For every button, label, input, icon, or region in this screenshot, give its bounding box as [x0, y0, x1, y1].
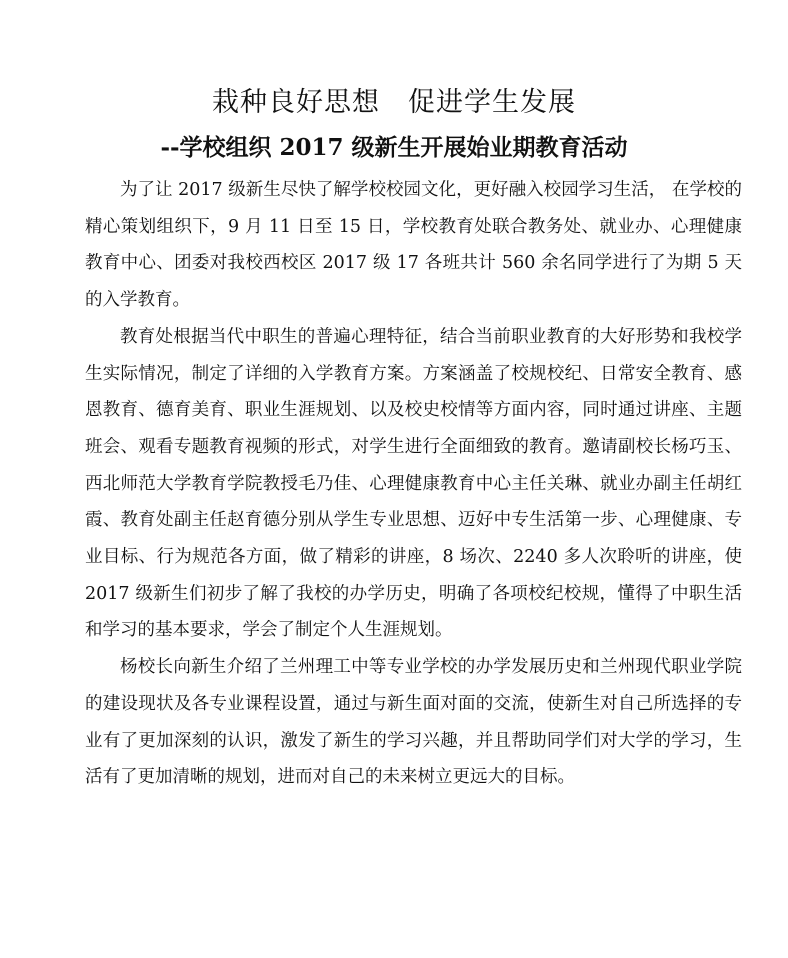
article-body	[85, 172, 742, 796]
article-subtitle: --学校组织 2017 级新生开展始业期教育活动	[160, 134, 628, 161]
paragraph-2: 教育处根据当代中职生的普遍心理特征，结合当前职业教育的大好形势和我校学生实际情况，制定了详细的入学教育方案。方案涵盖了校规校纪、日常安全教育、感恩教育、德育美育、职业生涯规划、以及校史校情等方面内容，同时通过讲座、主题班会、观看专题教育视频的形式，对学生进行全面细致的教育。邀请副校长杨巧玉、西北师范大学教育学院教授毛乃佳、心理健康教育中心主任关琳、就业办副主任胡红霞、教育处副主任赵育德分别从学生专业思想、迈好中专生活第一步、心理健康、专业目标、行为规范各方面，做了精彩的讲座，8 场次、2240 多人次聆听的讲座，使 2017 级新生们初步了解了我校的办学历史，明确了各项校纪校规，懂得了中职生活和学习的基本要求，学会了制定个人生涯规划。	[85, 326, 742, 641]
article-title: 栽种良好思想 促进学生发展	[212, 87, 576, 118]
paragraph-3: 杨校长向新生介绍了兰州理工中等专业学校的办学发展历史和兰州现代职业学院的建设现状及各专业课程设置，通过与新生面对面的交流，使新生对自己所选择的专业有了更加深刻的认识，激发了新生的学习兴趣，并且帮助同学们对大学的学习，生活有了更加清晰的规划，进而对自己的未来树立更远大的目标。	[85, 657, 742, 788]
paragraph-1: 为了让 2017 级新生尽快了解学校校园文化，更好融入校园学习生活， 在学校的精心策划组织下，9 月 11 日至 15 日，学校教育处联合教务处、就业办、心理健康教育中心、团委对我校西校区 2017 级 17 各班共计 560 余名同学进行了为期 5 天的入学教育。	[85, 180, 742, 311]
